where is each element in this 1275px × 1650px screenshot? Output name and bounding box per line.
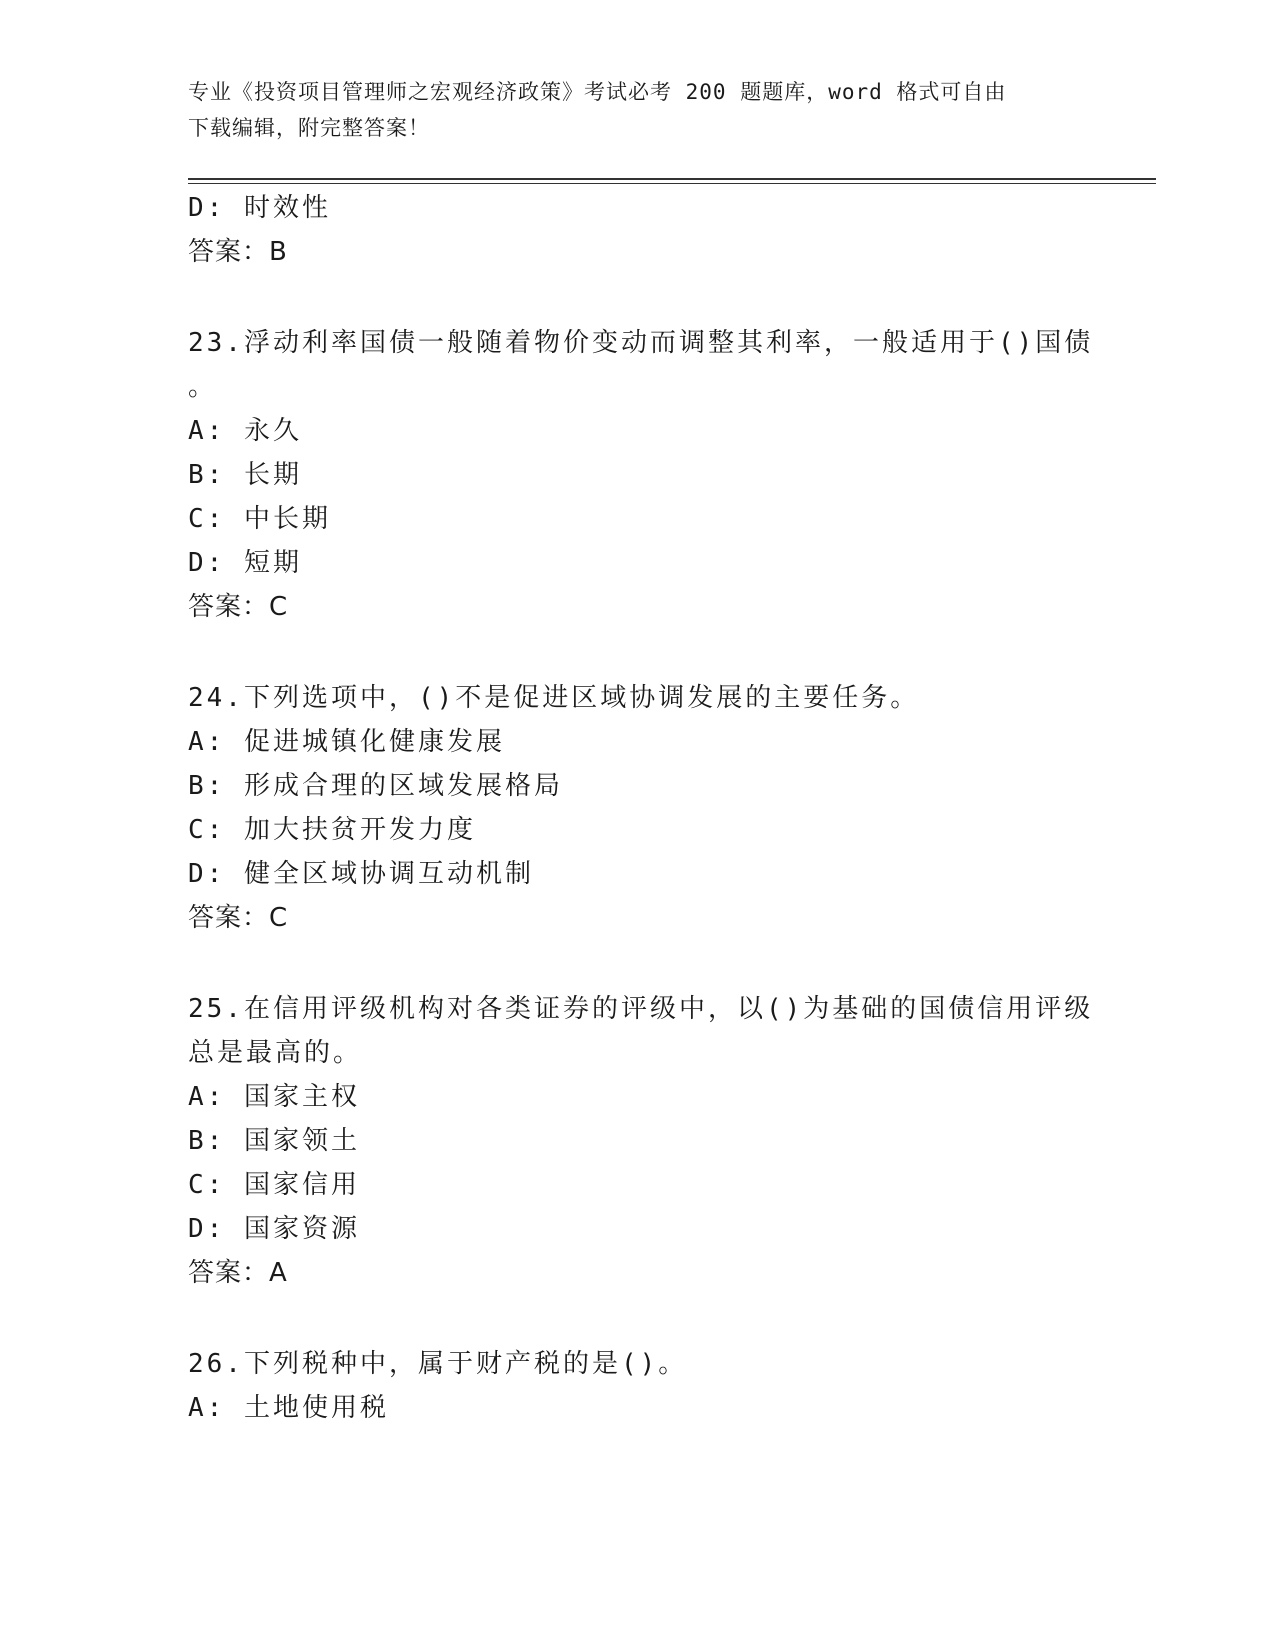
prev-option-d: D: 时效性 <box>188 193 331 223</box>
q25-option-d: D: 国家资源 <box>188 1214 360 1244</box>
q23-option-d: D: 短期 <box>188 548 302 578</box>
header-line-1: 专业《投资项目管理师之宏观经济政策》考试必考 200 题题库，word 格式可自由 <box>188 80 1007 104</box>
document-header <box>188 74 1068 146</box>
q25-text-line-2: 总是最高的。 <box>188 1038 363 1068</box>
q23-answer: 答案：C <box>188 592 289 622</box>
header-divider-thick <box>188 178 1156 180</box>
q24-option-c: C: 加大扶贫开发力度 <box>188 815 476 845</box>
q26-text-line-1: 26.下列税种中，属于财产税的是()。 <box>188 1349 688 1379</box>
q25-option-a: A: 国家主权 <box>188 1082 360 1112</box>
q23-option-b: B: 长期 <box>188 460 302 490</box>
q23-text-line-1: 23.浮动利率国债一般随着物价变动而调整其利率，一般适用于()国债 <box>188 328 1094 358</box>
q25-option-c: C: 国家信用 <box>188 1170 360 1200</box>
header-line-2: 下载编辑，附完整答案！ <box>188 116 430 140</box>
header-divider-thin <box>188 183 1156 184</box>
q24-text-line-1: 24.下列选项中，()不是促进区域协调发展的主要任务。 <box>188 683 920 713</box>
q26-option-a: A: 土地使用税 <box>188 1393 389 1423</box>
q25-text-line-1: 25.在信用评级机构对各类证券的评级中，以()为基础的国债信用评级 <box>188 994 1094 1024</box>
q23-option-a: A: 永久 <box>188 416 302 446</box>
q24-answer: 答案：C <box>188 903 289 933</box>
q24-option-b: B: 形成合理的区域发展格局 <box>188 771 563 801</box>
q24-option-d: D: 健全区域协调互动机制 <box>188 859 534 889</box>
q23-text-line-2: 。 <box>188 372 218 402</box>
q24-option-a: A: 促进城镇化健康发展 <box>188 727 505 757</box>
q25-option-b: B: 国家领土 <box>188 1126 360 1156</box>
q25-answer: 答案：A <box>188 1258 288 1288</box>
q23-option-c: C: 中长期 <box>188 504 331 534</box>
prev-answer: 答案：B <box>188 237 288 267</box>
